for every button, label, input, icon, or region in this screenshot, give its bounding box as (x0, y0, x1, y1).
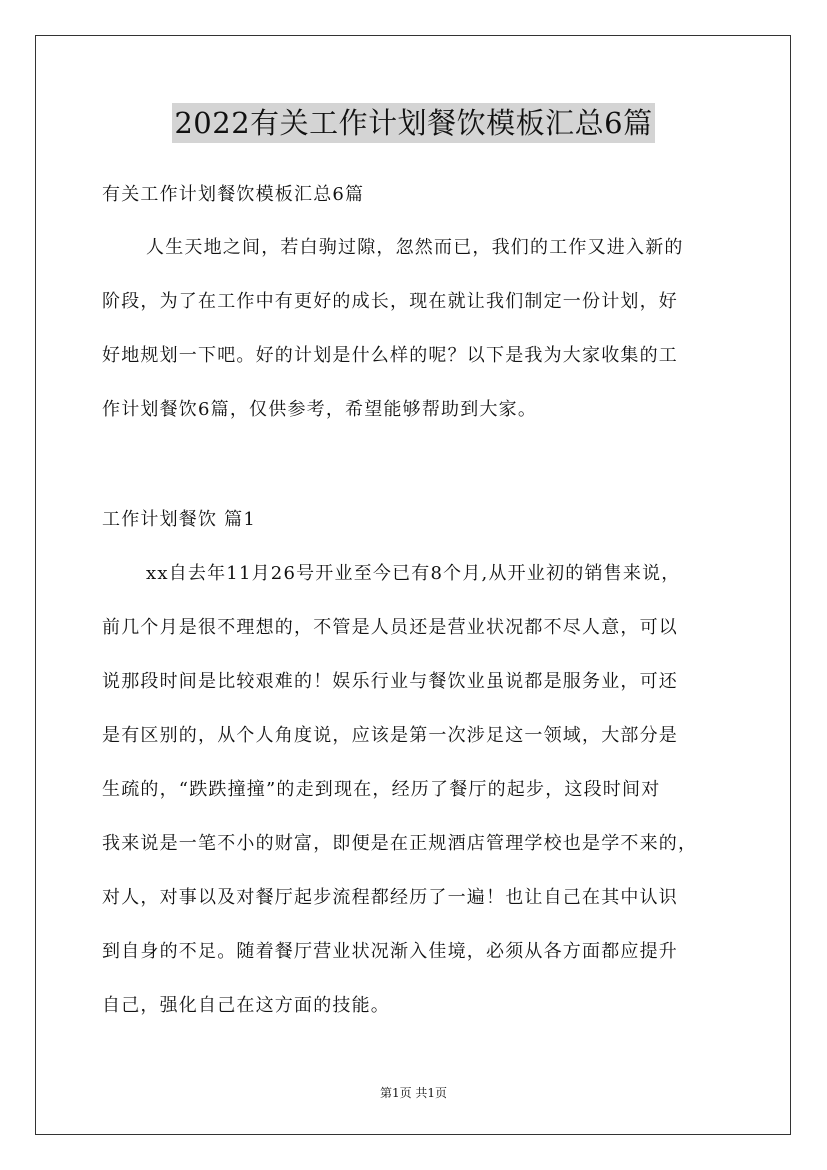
section-line-2: 前几个月是很不理想的，不管是人员还是营业状况都不尽人意，可以 (102, 617, 678, 638)
intro-line-1: 人生天地之间，若白驹过隙，忽然而已，我们的工作又进入新的 (146, 237, 684, 258)
section-line-4: 是有区别的，从个人角度说，应该是第一次涉足这一领域，大部分是 (102, 725, 678, 746)
section-heading: 工作计划餐饮 篇1 (102, 509, 256, 530)
intro-line-3: 好地规划一下吧。好的计划是什么样的呢？以下是我为大家收集的工 (102, 345, 678, 366)
page-footer: 第1页 共1页 (379, 1086, 448, 1100)
section-line-8: 到自身的不足。随着餐厅营业状况渐入佳境，必须从各方面都应提升 (102, 941, 678, 962)
document-subtitle: 有关工作计划餐饮模板汇总6篇 (102, 184, 365, 205)
intro-line-4: 作计划餐饮6篇，仅供参考，希望能够帮助到大家。 (102, 399, 538, 420)
section-line-6: 我来说是一笔不小的财富，即便是在正规酒店管理学校也是学不来的， (102, 833, 698, 854)
section-line-9: 自己，强化自己在这方面的技能。 (102, 995, 390, 1016)
section-line-3: 说那段时间是比较艰难的！娱乐行业与餐饮业虽说都是服务业，可还 (102, 671, 678, 692)
section-line-7: 对人，对事以及对餐厅起步流程都经历了一遍！也让自己在其中认识 (102, 887, 678, 908)
section-line-5: 生疏的，“跌跌撞撞”的走到现在，经历了餐厅的起步，这段时间对 (102, 779, 661, 800)
document-title: 2022有关工作计划餐饮模板汇总6篇 (172, 103, 654, 143)
section-line-1: xx自去年11月26号开业至今已有8个月,从开业初的销售来说， (146, 563, 681, 584)
title-container (0, 103, 827, 143)
intro-line-2: 阶段，为了在工作中有更好的成长，现在就让我们制定一份计划，好 (102, 291, 678, 312)
